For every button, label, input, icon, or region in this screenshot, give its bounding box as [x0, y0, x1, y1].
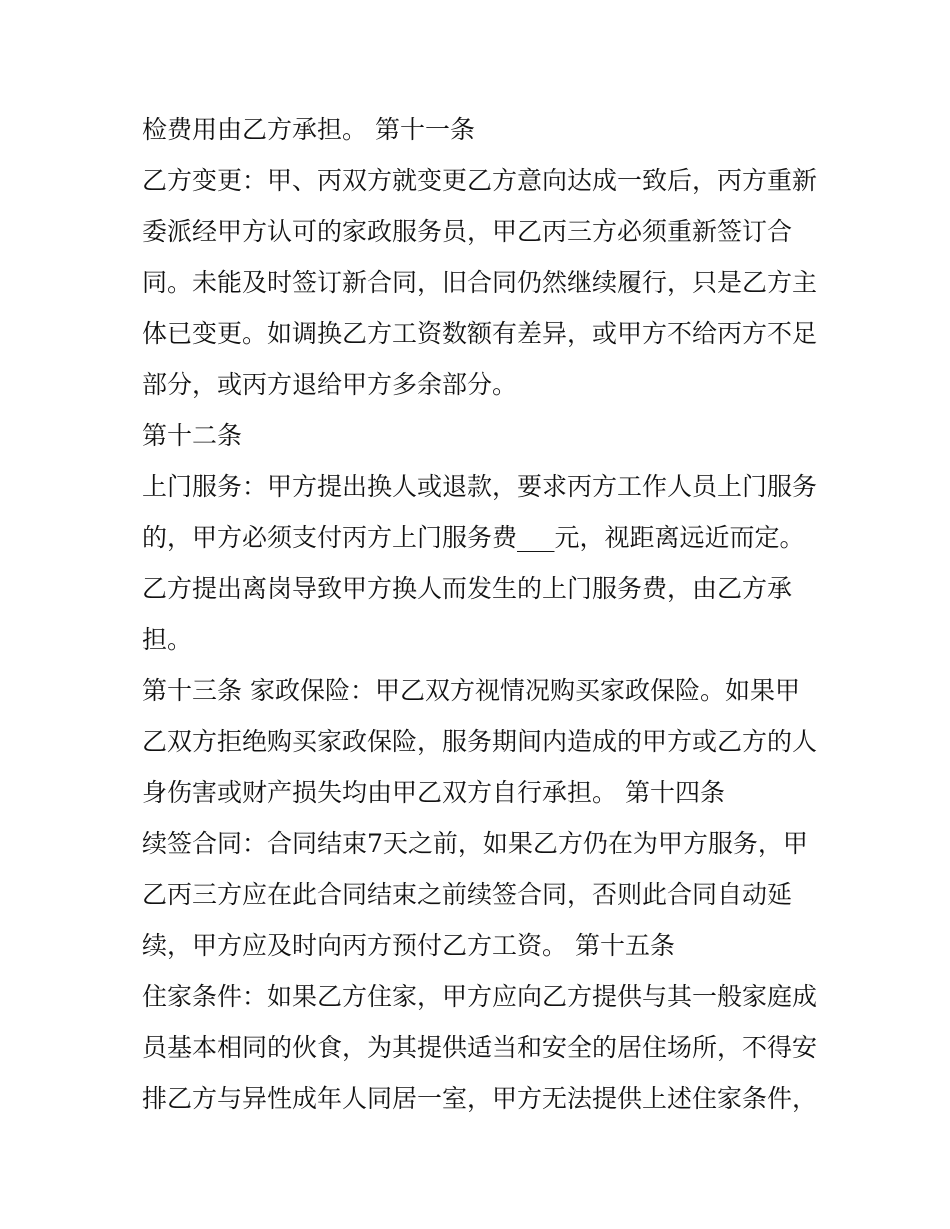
text-line: 乙丙三方应在此合同结束之前续签合同，否则此合同自动延	[142, 880, 793, 909]
text-line: 续签合同：合同结束7天之前，如果乙方仍在为甲方服务，甲	[142, 829, 808, 858]
article-heading: 第十二条	[142, 421, 243, 450]
text-line: 担。	[142, 625, 193, 654]
text-line: 乙双方拒绝购买家政保险，服务期间内造成的甲方或乙方的人	[142, 727, 818, 756]
text-line: 第十三条 家政保险：甲乙双方视情况购买家政保险。如果甲	[142, 676, 800, 705]
text-line: 同。未能及时签订新合同，旧合同仍然继续履行，只是乙方主	[142, 268, 818, 297]
text-line: 体已变更。如调换乙方工资数额有差异，或甲方不给丙方不足	[142, 319, 818, 348]
text-line: 排乙方与异性成年人同居一室，甲方无法提供上述住家条件，	[142, 1084, 818, 1113]
text-line: 检费用由乙方承担。 第十一条	[142, 115, 475, 144]
text-line: 的，甲方必须支付丙方上门服务费___元，视距离远近而定。	[142, 523, 805, 552]
text-line: 乙方提出离岗导致甲方换人而发生的上门服务费，由乙方承	[142, 574, 793, 603]
text-line: 身伤害或财产损失均由甲乙双方自行承担。 第十四条	[142, 778, 725, 807]
text-line: 乙方变更：甲、丙双方就变更乙方意向达成一致后，丙方重新	[142, 166, 818, 195]
text-line: 上门服务：甲方提出换人或退款，要求丙方工作人员上门服务	[142, 472, 818, 501]
contract-text-body	[142, 104, 822, 1124]
text-line: 住家条件：如果乙方住家，甲方应向乙方提供与其一般家庭成	[142, 982, 818, 1011]
text-line: 委派经甲方认可的家政服务员，甲乙丙三方必须重新签订合	[142, 217, 793, 246]
text-line: 续，甲方应及时向丙方预付乙方工资。 第十五条	[142, 931, 675, 960]
text-line: 员基本相同的伙食，为其提供适当和安全的居住场所，不得安	[142, 1033, 818, 1062]
text-line: 部分，或丙方退给甲方多余部分。	[142, 370, 518, 399]
